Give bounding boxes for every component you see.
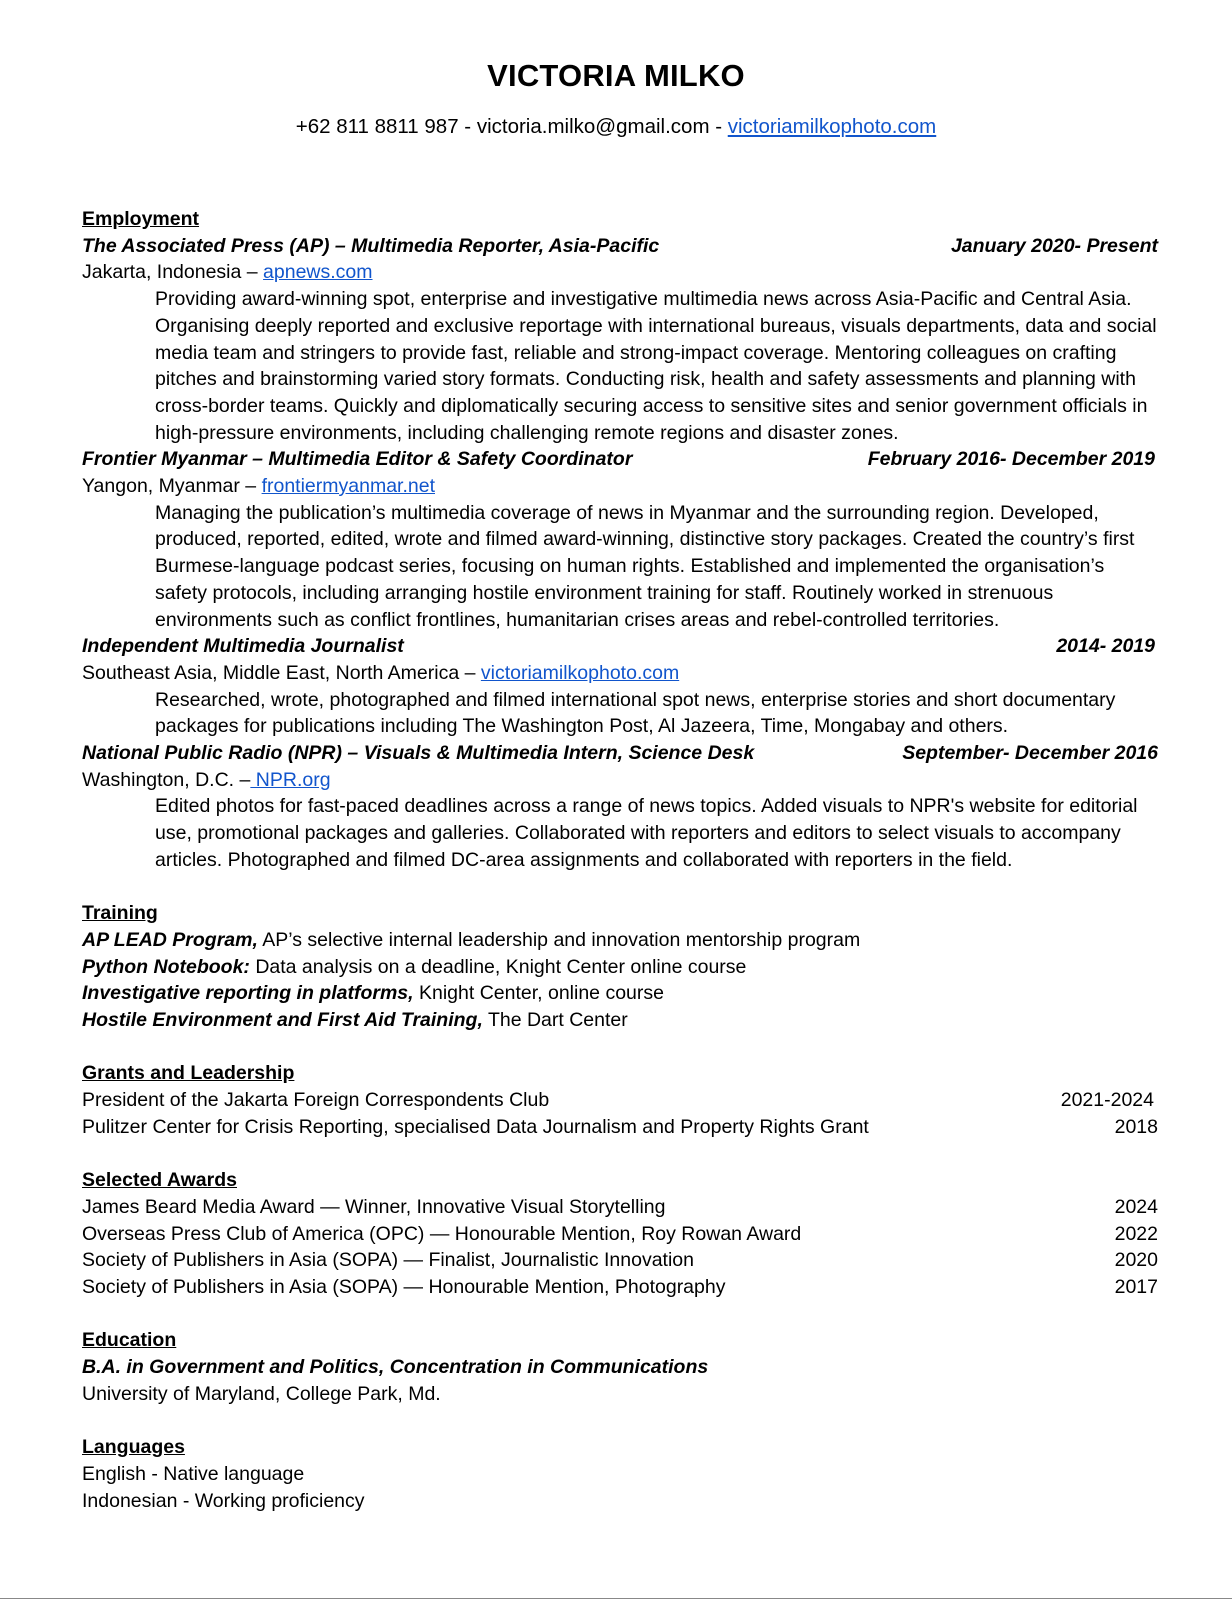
award-item <box>82 1194 1158 1221</box>
job-location: Southeast Asia, Middle East, North America – <box>82 661 481 684</box>
job-date: September- December 2016 <box>902 742 1158 765</box>
award-item <box>82 1221 1158 1248</box>
language-item: Indonesian - Working proficiency <box>82 1489 365 1512</box>
email-address: victoria.milko@gmail.com <box>476 115 710 138</box>
training-item-name: AP LEAD Program, <box>82 928 258 951</box>
award-text: James Beard Media Award — Winner, Innovative Visual Storytelling <box>82 1195 666 1218</box>
training-item-detail: The Dart Center <box>482 1009 628 1032</box>
award-year: 2024 <box>1114 1195 1158 1218</box>
award-text: Overseas Press Club of America (OPC) — Honourable Mention, Roy Rowan Award <box>82 1222 802 1245</box>
job-date: 2014- 2019 <box>1056 635 1155 658</box>
award-year: 2022 <box>1114 1222 1158 1245</box>
job-description: Providing award-winning spot, enterprise and investigative multimedia news across Asia-Pacific and Central Asia. Organising deeply reported and exclusive reportage with international bureaus, visuals departments, data and social media team and stringers to provide fast, reliable and strong-impact coverage. Mentoring colleagues on crafting pitches and brainstorming varied story formats. Conducting risk, health and safety assessments and planning with cross-border teams. Quickly and diplomatically securing access to sensitive sites and senior government officials in high-pressure environments, including challenging remote regions and disaster zones. <box>155 288 1157 444</box>
contact-separator: - <box>458 115 477 138</box>
education-school: University of Maryland, College Park, Md. <box>82 1382 441 1405</box>
job-entry <box>82 446 1158 633</box>
job-location: Jakarta, Indonesia – <box>82 261 264 284</box>
award-text: Society of Publishers in Asia (SOPA) — Finalist, Journalistic Innovation <box>82 1249 694 1272</box>
job-title: Frontier Myanmar – Multimedia Editor & Safety Coordinator <box>82 448 633 471</box>
training-item-detail: Knight Center, online course <box>413 982 664 1005</box>
job-description: Researched, wrote, photographed and filmed international spot news, enterprise stories and short documentary packages for publications including The Washington Post, Al Jazeera, Time, Mongabay and others. <box>155 688 1116 738</box>
job-link[interactable]: apnews.com <box>263 261 373 284</box>
grant-item <box>82 1114 1158 1141</box>
contact-line <box>0 115 1232 139</box>
training-item-detail: Data analysis on a deadline, Knight Center online course <box>249 955 747 978</box>
award-text: Society of Publishers in Asia (SOPA) — Honourable Mention, Photography <box>82 1276 726 1299</box>
grant-year: 2021-2024 <box>1060 1089 1154 1112</box>
award-item <box>82 1247 1158 1274</box>
award-year: 2020 <box>1114 1249 1158 1272</box>
job-title: National Public Radio (NPR) – Visuals & Multimedia Intern, Science Desk <box>82 742 755 765</box>
section-heading-awards: Selected Awards <box>82 1169 237 1192</box>
job-entry <box>82 233 1158 447</box>
job-location: Washington, D.C. – <box>82 768 251 791</box>
grant-text: President of the Jakarta Foreign Correspondents Club <box>82 1089 550 1112</box>
section-heading-education: Education <box>82 1329 177 1352</box>
job-title: Independent Multimedia Journalist <box>82 635 404 658</box>
language-item: English - Native language <box>82 1462 305 1485</box>
award-item <box>82 1274 1158 1301</box>
training-item-name: Python Notebook: <box>82 955 250 978</box>
job-title: The Associated Press (AP) – Multimedia Reporter, Asia-Pacific <box>82 234 660 257</box>
page-bottom-divider <box>0 1598 1232 1599</box>
job-link[interactable]: frontiermyanmar.net <box>261 475 435 498</box>
training-item <box>82 927 1158 954</box>
education-degree: B.A. in Government and Politics, Concentration in Communications <box>82 1356 709 1379</box>
section-heading-languages: Languages <box>82 1436 185 1459</box>
training-item-name: Hostile Environment and First Aid Training, <box>82 1009 483 1032</box>
section-heading-employment: Employment <box>82 208 200 230</box>
phone-number: +62 811 8811 987 <box>295 115 459 138</box>
job-description: Managing the publication’s multimedia coverage of news in Myanmar and the surrounding region. Developed, produced, reported, edited, wrote and filmed award-winning, distinctive story packages. Created the country’s first Burmese-language podcast series, focusing on human rights. Established and implemented the organisation’s safety protocols, including arranging hostile environment training for staff. Routinely worked in strenuous environments such as conflict frontlines, humanitarian crises areas and rebel-controlled territories. <box>155 501 1135 631</box>
resume-name: VICTORIA MILKO <box>487 58 745 93</box>
job-entry <box>82 740 1158 874</box>
award-year: 2017 <box>1114 1276 1158 1299</box>
training-item <box>82 1007 1158 1034</box>
contact-separator: - <box>709 115 728 138</box>
training-item <box>82 954 1158 981</box>
training-item-detail: AP’s selective internal leadership and innovation mentorship program <box>257 928 861 951</box>
job-link[interactable]: victoriamilkophoto.com <box>480 661 680 684</box>
job-link[interactable]: NPR.org <box>250 768 331 791</box>
grant-year: 2018 <box>1114 1115 1158 1138</box>
training-item <box>82 980 1158 1007</box>
section-heading-training: Training <box>82 902 158 925</box>
job-location: Yangon, Myanmar – <box>82 475 262 498</box>
section-heading-grants: Grants and Leadership <box>82 1062 295 1085</box>
training-item-name: Investigative reporting in platforms, <box>82 982 414 1005</box>
job-date: January 2020- Present <box>950 234 1158 257</box>
job-entry <box>82 633 1158 740</box>
website-link[interactable]: victoriamilkophoto.com <box>727 115 937 138</box>
resume-content <box>82 206 1158 1514</box>
grant-item <box>82 1087 1158 1114</box>
job-description: Edited photos for fast-paced deadlines across a range of news topics. Added visuals to NPR's website for editorial use, promotional packages and galleries. Collaborated with reporters and editors to select visuals to accompany articles. Photographed and filmed DC-area assignments and collaborated with reporters in the field. <box>155 795 1138 871</box>
job-date: February 2016- December 2019 <box>867 448 1155 471</box>
grant-text: Pulitzer Center for Crisis Reporting, specialised Data Journalism and Property Rights Grant <box>82 1115 869 1138</box>
